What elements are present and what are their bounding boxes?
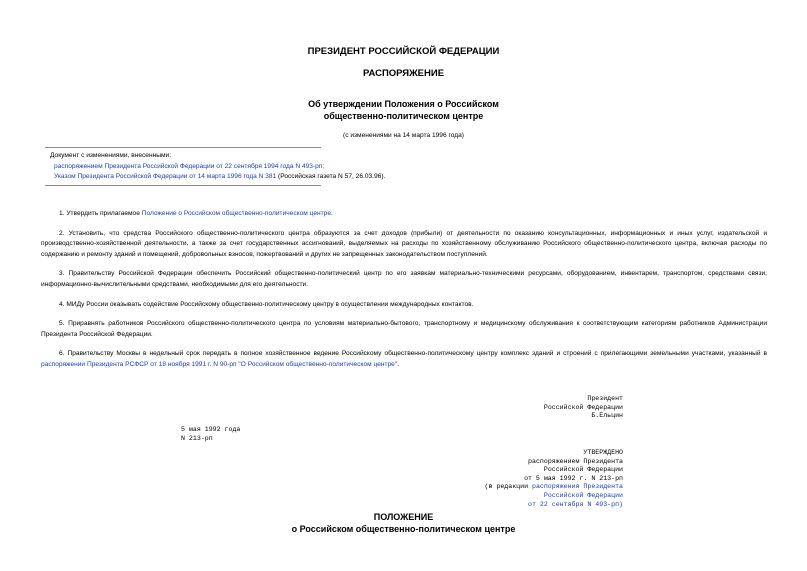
paragraph-6: 6. Правительству Москвы в недельный срок передать в полное хозяйственное ведение Российскому общественно-политическому центру комплекс зданий и строений с прилегающими земельными участками, указанный в распоряжении Президента РСФСР от 18 ноября 1991 г. N 90-рп "О Российском общественно-политическом центре". bbox=[41, 350, 767, 368]
approval-block: УТВЕРЖДЕНО распоряжением Президента Российской Федерации от 5 мая 1992 г. N 213-рп (в редакции распоряжения Президента Российской Федерации от 22 сентября N 493-рп) bbox=[484, 449, 623, 508]
document-body bbox=[41, 209, 767, 371]
amendment-link-493rp[interactable]: распоряжением Президента Российской Федерации от 22 сентября 1994 года N 493-рп; bbox=[54, 162, 325, 170]
approval-amendment-link[interactable]: распоряжения Президента bbox=[531, 483, 623, 491]
signature-block bbox=[544, 395, 623, 421]
signature-name: Б.Ельцин bbox=[591, 412, 623, 420]
document-number: N 213-рп bbox=[181, 434, 213, 442]
paragraph-5: 5. Приравнять работников Российского общественно-политического центра по условиям материально-бытового, транспортному и медицинскому обслуживания к соответствующим категориям работников Администрации Президента Российской Федерации. bbox=[41, 320, 767, 338]
regulation-link[interactable]: Положение о Российском общественно-политическом центре bbox=[141, 210, 332, 217]
approval-amendment-link-country[interactable]: Российской Федерации bbox=[543, 491, 623, 499]
order-90rp-link[interactable]: распоряжении Президента РСФСР от 18 ноября 1991 г. N 90-рп "О Российском общественно-политическом центре" bbox=[41, 360, 398, 368]
amendment-link-suffix: (Российская газета N 57, 26.03.96). bbox=[276, 173, 386, 180]
document-date: 5 мая 1992 года bbox=[181, 426, 241, 433]
document-title bbox=[0, 98, 807, 122]
paragraph-2: 2. Установить, что средства Российского общественно-политического центра образуются за счет доходов (прибыли) от деятельности по оказанию консультационных, информационных и иных услуг, издательской и производственно-хозяйственной деятельности, а также за счет государственных ассигнований, выделяемых на расходы по хозяйственному обслуживанию Российского общественно-политического центра, включая расходы по содержанию и ремонту зданий и помещений, добровольных взносов, пожертвований и других не запрещенных законодательством поступлений. bbox=[41, 229, 767, 258]
changes-top-divider bbox=[45, 147, 321, 148]
document-title-line2: общественно-политическом центре bbox=[323, 111, 484, 121]
paragraph-3: 3. Правительству Российской Федерации обеспечить Российский общественно-политический центр по его заявкам материально-техническими ресурсами, оборудованием, инвентарем, транспортом, средствами связи, информационно-вычислительными средствами, необходимыми для его деятельности. bbox=[41, 270, 767, 288]
approval-heading: УТВЕРЖДЕНО bbox=[583, 449, 623, 456]
changes-bottom-divider bbox=[45, 185, 321, 186]
changes-box bbox=[50, 151, 385, 183]
approval-amendment-link-date[interactable]: от 22 сентября N 493-рп) bbox=[528, 500, 623, 508]
amendment-note: (с изменениями на 14 марта 1996 года) bbox=[343, 132, 464, 139]
document-type: РАСПОРЯЖЕНИЕ bbox=[362, 68, 445, 79]
issuing-authority: ПРЕЗИДЕНТ РОССИЙСКОЙ ФЕДЕРАЦИИ bbox=[307, 46, 500, 57]
document-title-line1: Об утверждении Положения о Российском bbox=[308, 99, 499, 109]
regulation-title: ПОЛОЖЕНИЕ bbox=[373, 512, 434, 522]
regulation-heading bbox=[0, 511, 807, 535]
signature-country: Российской Федерации bbox=[543, 403, 623, 411]
date-block bbox=[181, 426, 240, 443]
paragraph-1: 1. Утвердить прилагаемое Положение о Российском общественно-политическом центре. bbox=[59, 210, 333, 217]
changes-intro: Документ с изменениями, внесенными: bbox=[50, 152, 172, 159]
signature-position: Президент bbox=[587, 395, 623, 402]
paragraph-4: 4. МИДу России оказывать содействие Российскому общественно-политическому центру в осуществлении международных контактов. bbox=[59, 300, 474, 308]
regulation-subtitle: о Российском общественно-политическом центре bbox=[291, 524, 516, 534]
amendment-link-decree-381[interactable]: Указом Президента Российской Федерации от 14 марта 1996 года N 381 bbox=[54, 173, 277, 180]
